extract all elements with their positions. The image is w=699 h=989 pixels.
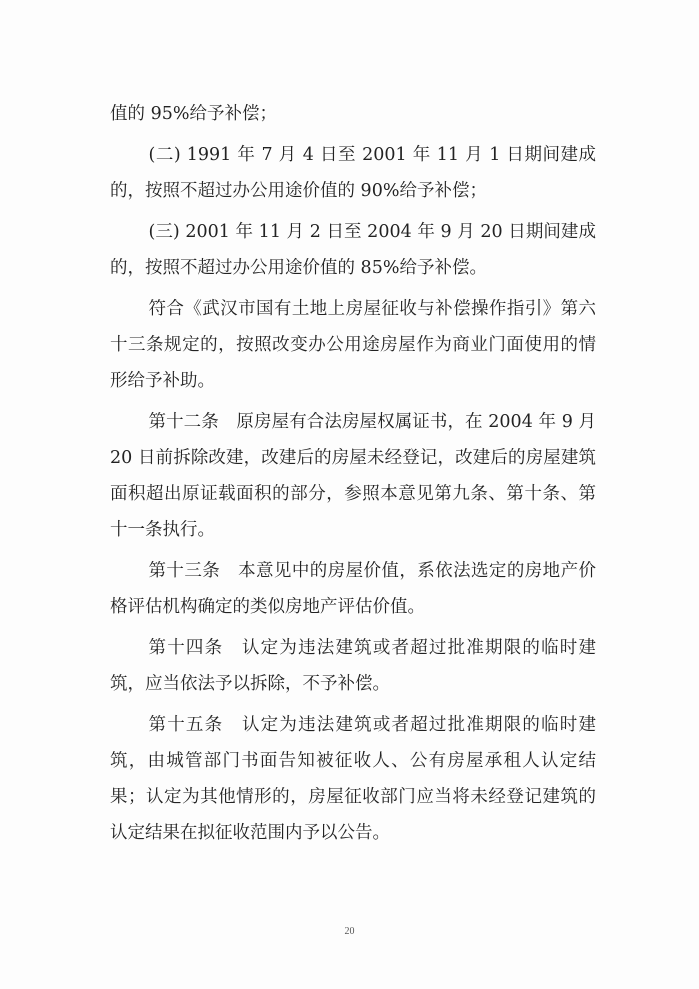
page-number: 20 — [344, 926, 355, 937]
article-twelve: 第十二条 原房屋有合法房屋权属证书，在 2004 年 9 月 20 日前拆除改建，改建后的房屋未经登记，改建后的房屋建筑面积超出原证载面积的部分，参照本意见第九条、第十条、第十一条执行。 — [110, 412, 596, 540]
paragraph-continuation: 值的 95%给予补偿； — [110, 104, 277, 124]
article-fourteen: 第十四条 认定为违法建筑或者超过批准期限的临时建筑，应当依法予以拆除，不予补偿。 — [110, 638, 596, 694]
document-body — [110, 96, 596, 856]
paragraph-subsidy: 符合《武汉市国有土地上房屋征收与补偿操作指引》第六十三条规定的，按照改变办公用途房屋作为商业门面使用的情形给予补助。 — [110, 299, 596, 391]
paragraph-item-two: (二) 1991 年 7 月 4 日至 2001 年 11 月 1 日期间建成的，按照不超过办公用途价值的 90%给予补偿； — [110, 145, 596, 201]
paragraph-item-three: (三) 2001 年 11 月 2 日至 2004 年 9 月 20 日期间建成的，按照不超过办公用途价值的 85%给予补偿。 — [110, 222, 596, 278]
article-thirteen: 第十三条 本意见中的房屋价值，系依法选定的房地产价格评估机构确定的类似房地产评估价值。 — [110, 561, 596, 617]
article-fifteen: 第十五条 认定为违法建筑或者超过批准期限的临时建筑，由城管部门书面告知被征收人、公有房屋承租人认定结果；认定为其他情形的，房屋征收部门应当将未经登记建筑的认定结果在拟征收范围内予以公告。 — [110, 715, 596, 843]
